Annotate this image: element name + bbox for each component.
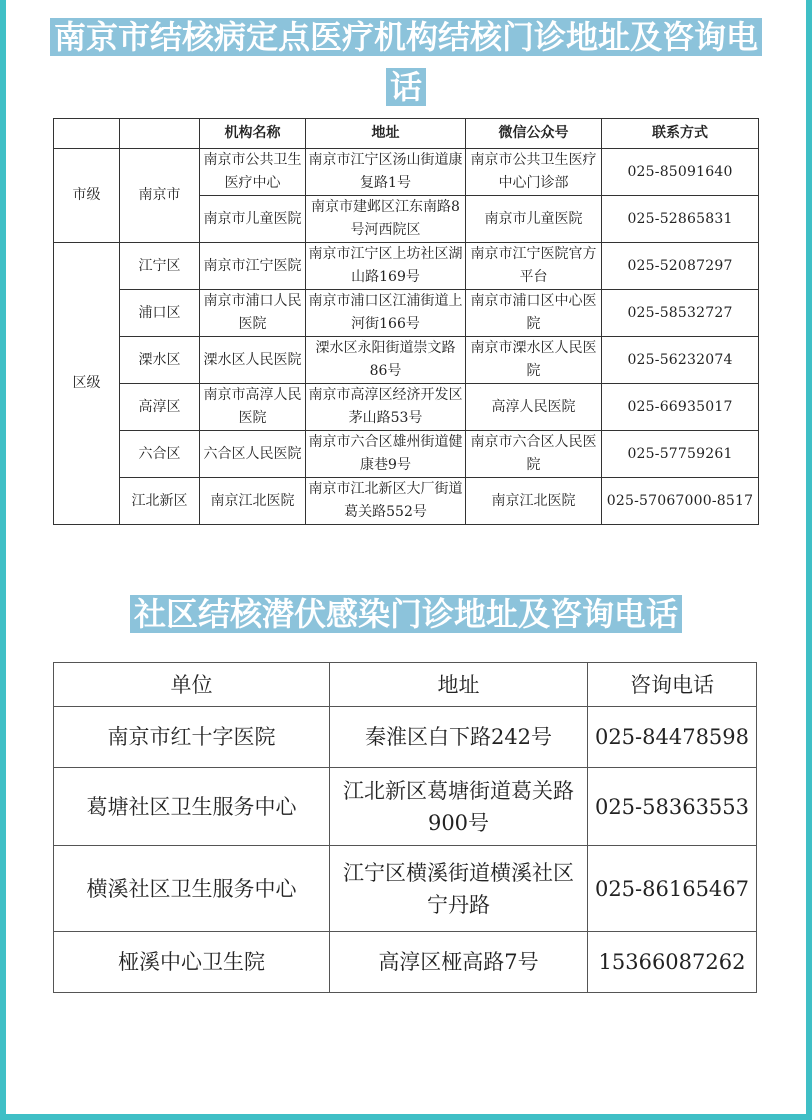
table-row (54, 707, 757, 768)
name-cell: 南京市公共卫生医疗中心 (200, 149, 306, 196)
area-cell: 浦口区 (120, 290, 200, 337)
address-cell: 南京市六合区雄州街道健康巷9号 (306, 431, 466, 478)
tb-clinic-table (53, 118, 759, 525)
table-header-row (54, 119, 759, 149)
area-cell: 江宁区 (120, 243, 200, 290)
name-cell: 南京市高淳人民医院 (200, 384, 306, 431)
area-cell: 六合区 (120, 431, 200, 478)
unit-cell: 横溪社区卫生服务中心 (54, 846, 330, 932)
phone-cell: 025-52865831 (602, 196, 759, 243)
wechat-cell: 南京市浦口区中心医院 (466, 290, 602, 337)
wechat-cell: 南京市溧水区人民医院 (466, 337, 602, 384)
table-row (54, 337, 759, 384)
address-cell: 秦淮区白下路242号 (330, 707, 588, 768)
name-cell: 南京市江宁医院 (200, 243, 306, 290)
header-cell: 机构名称 (200, 119, 306, 149)
header-cell: 咨询电话 (588, 663, 757, 707)
name-cell: 溧水区人民医院 (200, 337, 306, 384)
address-cell: 南京市高淳区经济开发区茅山路53号 (306, 384, 466, 431)
name-cell: 南京市浦口人民医院 (200, 290, 306, 337)
table-row (54, 149, 759, 196)
name-cell: 六合区人民医院 (200, 431, 306, 478)
frame-border-right (806, 0, 812, 1120)
table-row (54, 932, 757, 993)
table-row (54, 431, 759, 478)
latent-infection-clinic-table (53, 662, 757, 993)
frame-border-left (0, 0, 6, 1120)
table-row (54, 384, 759, 431)
wechat-cell: 南京市江宁医院官方平台 (466, 243, 602, 290)
header-cell: 联系方式 (602, 119, 759, 149)
address-cell: 南京市江宁区汤山街道康复路1号 (306, 149, 466, 196)
table-row (54, 478, 759, 525)
address-cell: 江宁区横溪街道横溪社区宁丹路 (330, 846, 588, 932)
address-cell: 南京市江宁区上坊社区湖山路169号 (306, 243, 466, 290)
phone-cell: 025-52087297 (602, 243, 759, 290)
area-cell: 江北新区 (120, 478, 200, 525)
wechat-cell: 高淳人民医院 (466, 384, 602, 431)
section-title: 社区结核潜伏感染门诊地址及咨询电话 (40, 590, 772, 638)
wechat-cell: 南京市公共卫生医疗中心门诊部 (466, 149, 602, 196)
phone-cell: 025-86165467 (588, 846, 757, 932)
address-cell: 南京市江北新区大厂街道葛关路552号 (306, 478, 466, 525)
address-cell: 高淳区桠高路7号 (330, 932, 588, 993)
unit-cell: 南京市红十字医院 (54, 707, 330, 768)
phone-cell: 025-85091640 (602, 149, 759, 196)
phone-cell: 15366087262 (588, 932, 757, 993)
header-cell (120, 119, 200, 149)
table-row (54, 290, 759, 337)
phone-cell: 025-56232074 (602, 337, 759, 384)
address-cell: 溧水区永阳街道崇文路86号 (306, 337, 466, 384)
header-cell (54, 119, 120, 149)
phone-cell: 025-58532727 (602, 290, 759, 337)
address-cell: 江北新区葛塘街道葛关路900号 (330, 768, 588, 846)
area-cell: 南京市 (120, 149, 200, 243)
phone-cell: 025-57067000-8517 (602, 478, 759, 525)
level-cell: 区级 (54, 243, 120, 525)
header-cell: 单位 (54, 663, 330, 707)
level-cell: 市级 (54, 149, 120, 243)
name-cell: 南京江北医院 (200, 478, 306, 525)
table-row (54, 768, 757, 846)
phone-cell: 025-66935017 (602, 384, 759, 431)
phone-cell: 025-57759261 (602, 431, 759, 478)
phone-cell: 025-58363553 (588, 768, 757, 846)
header-cell: 地址 (330, 663, 588, 707)
table-row (54, 243, 759, 290)
area-cell: 高淳区 (120, 384, 200, 431)
header-cell: 微信公众号 (466, 119, 602, 149)
page-title: 南京市结核病定点医疗机构结核门诊地址及咨询电话 (40, 12, 772, 112)
address-cell: 南京市建邺区江东南路8号河西院区 (306, 196, 466, 243)
wechat-cell: 南京市儿童医院 (466, 196, 602, 243)
frame-border-bottom (0, 1114, 812, 1120)
wechat-cell: 南京江北医院 (466, 478, 602, 525)
table-row (54, 846, 757, 932)
unit-cell: 桠溪中心卫生院 (54, 932, 330, 993)
table-header-row (54, 663, 757, 707)
header-cell: 地址 (306, 119, 466, 149)
phone-cell: 025-84478598 (588, 707, 757, 768)
unit-cell: 葛塘社区卫生服务中心 (54, 768, 330, 846)
address-cell: 南京市浦口区江浦街道上河街166号 (306, 290, 466, 337)
name-cell: 南京市儿童医院 (200, 196, 306, 243)
area-cell: 溧水区 (120, 337, 200, 384)
wechat-cell: 南京市六合区人民医院 (466, 431, 602, 478)
